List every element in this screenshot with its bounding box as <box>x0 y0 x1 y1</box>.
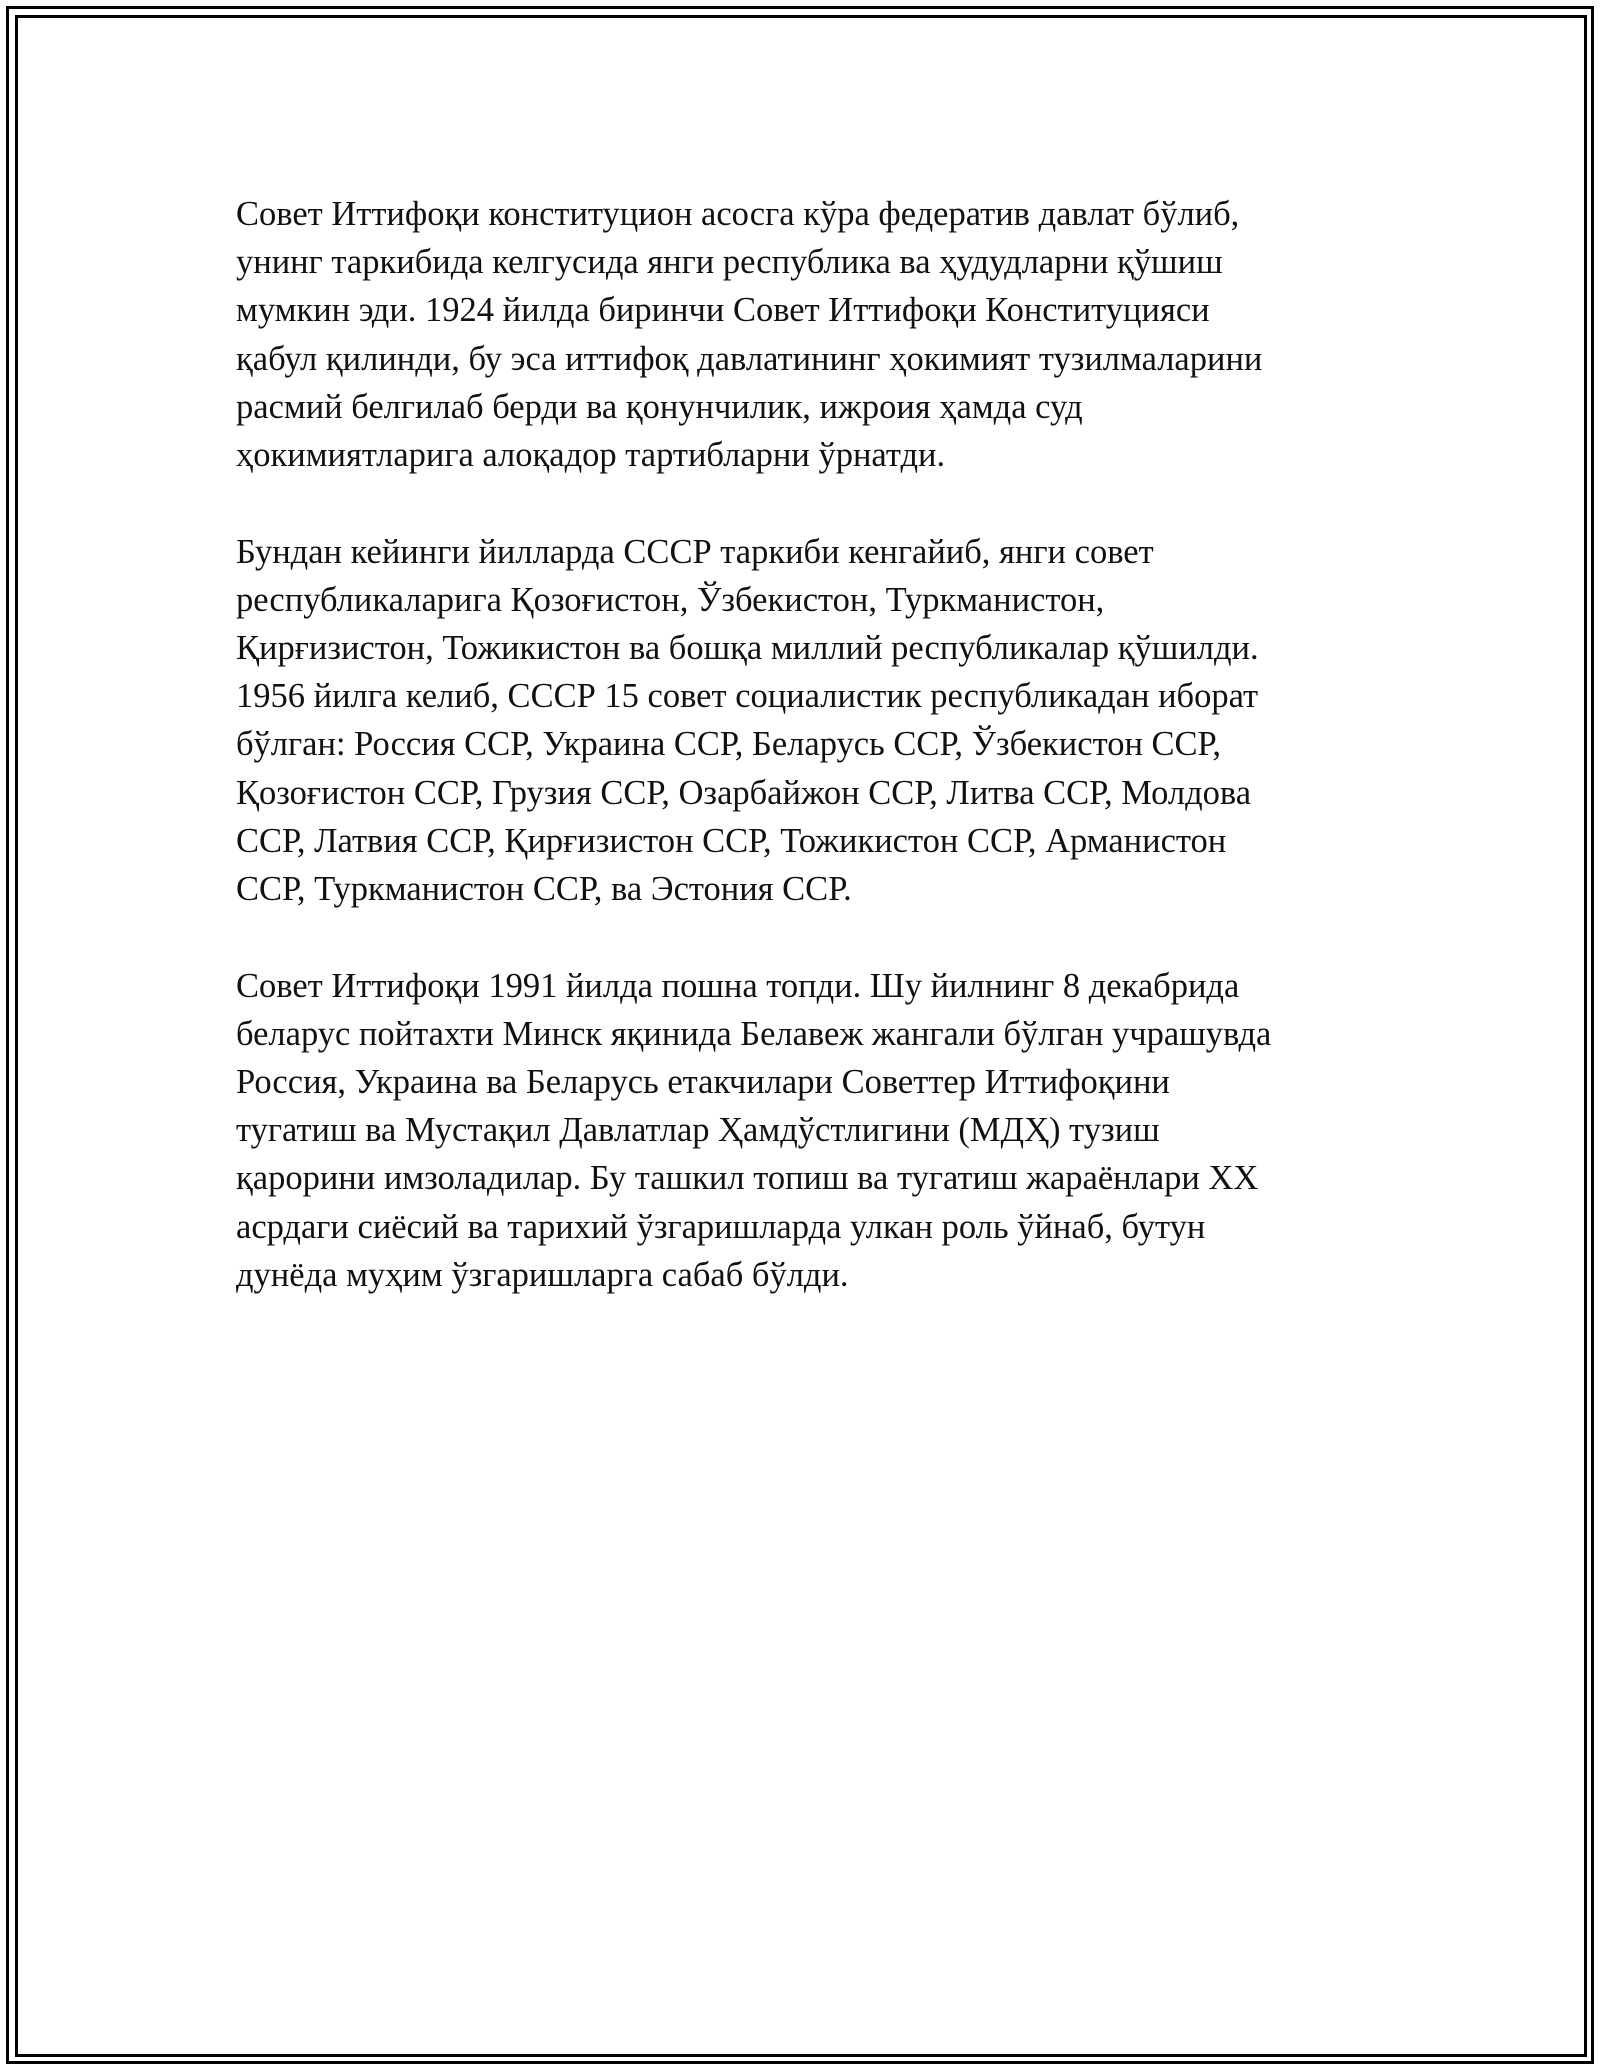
text-line: Совет Иттифоқи 1991 йилда пошна топди. Шу йилнинг 8 декабрида <box>236 966 1240 1005</box>
text-line: ССР, Латвия ССР, Қирғизистон ССР, Тожикистон ССР, Арманистон <box>236 821 1227 860</box>
document-body <box>236 190 1371 1347</box>
paragraph-2 <box>236 528 1371 914</box>
text-line: қабул қилинди, бу эса иттифоқ давлатининг ҳокимият тузилмаларини <box>236 339 1263 378</box>
text-line: қарорини имзоладилар. Бу ташкил топиш ва тугатиш жараёнлари XX <box>236 1159 1259 1198</box>
text-line: Бундан кейинги йилларда СССР таркиби кенгайиб, янги совет <box>236 532 1154 571</box>
text-line: беларус пойтахти Минск яқинида Белавеж жангали бўлган учрашувда <box>236 1014 1272 1053</box>
text-line: Россия, Украина ва Беларусь етакчилари Советтер Иттифоқини <box>236 1063 1170 1102</box>
text-line: унинг таркибида келгусида янги республика ва ҳудудларни қўшиш <box>236 243 1223 282</box>
paragraph-1 <box>236 190 1371 479</box>
text-line: Қозоғистон ССР, Грузия ССР, Озарбайжон ССР, Литва ССР, Молдова <box>236 773 1252 812</box>
text-line: ССР, Туркманистон ССР, ва Эстония ССР. <box>236 870 852 909</box>
text-line: дунёда муҳим ўзгаришларга сабаб бўлди. <box>236 1255 849 1294</box>
text-line: Совет Иттифоқи конституцион асосга кўра федератив давлат бўлиб, <box>236 195 1240 233</box>
text-line: бўлган: Россия ССР, Украина ССР, Беларусь ССР, Ўзбекистон ССР, <box>236 725 1222 764</box>
text-line: ҳокимиятларига алоқадор тартибларни ўрнатди. <box>236 436 946 475</box>
text-line: Қирғизистон, Тожикистон ва бошқа миллий республикалар қўшилди. <box>236 629 1259 668</box>
text-line: асрдаги сиёсий ва тарихий ўзгаришларда улкан роль ўйнаб, бутун <box>236 1207 1206 1246</box>
text-line: республикаларига Қозоғистон, Ўзбекистон, Туркманистон, <box>236 580 1105 619</box>
text-line: 1956 йилга келиб, СССР 15 совет социалистик республикадан иборат <box>236 677 1259 716</box>
text-line: тугатиш ва Мустақил Давлатлар Ҳамдўстлигини (МДҲ) тузиш <box>236 1111 1160 1150</box>
text-line: мумкин эди. 1924 йилда биринчи Совет Иттифоқи Конституцияси <box>236 291 1210 330</box>
paragraph-3 <box>236 962 1371 1299</box>
text-line: расмий белгилаб берди ва қонунчилик, ижроия ҳамда суд <box>236 387 1083 426</box>
